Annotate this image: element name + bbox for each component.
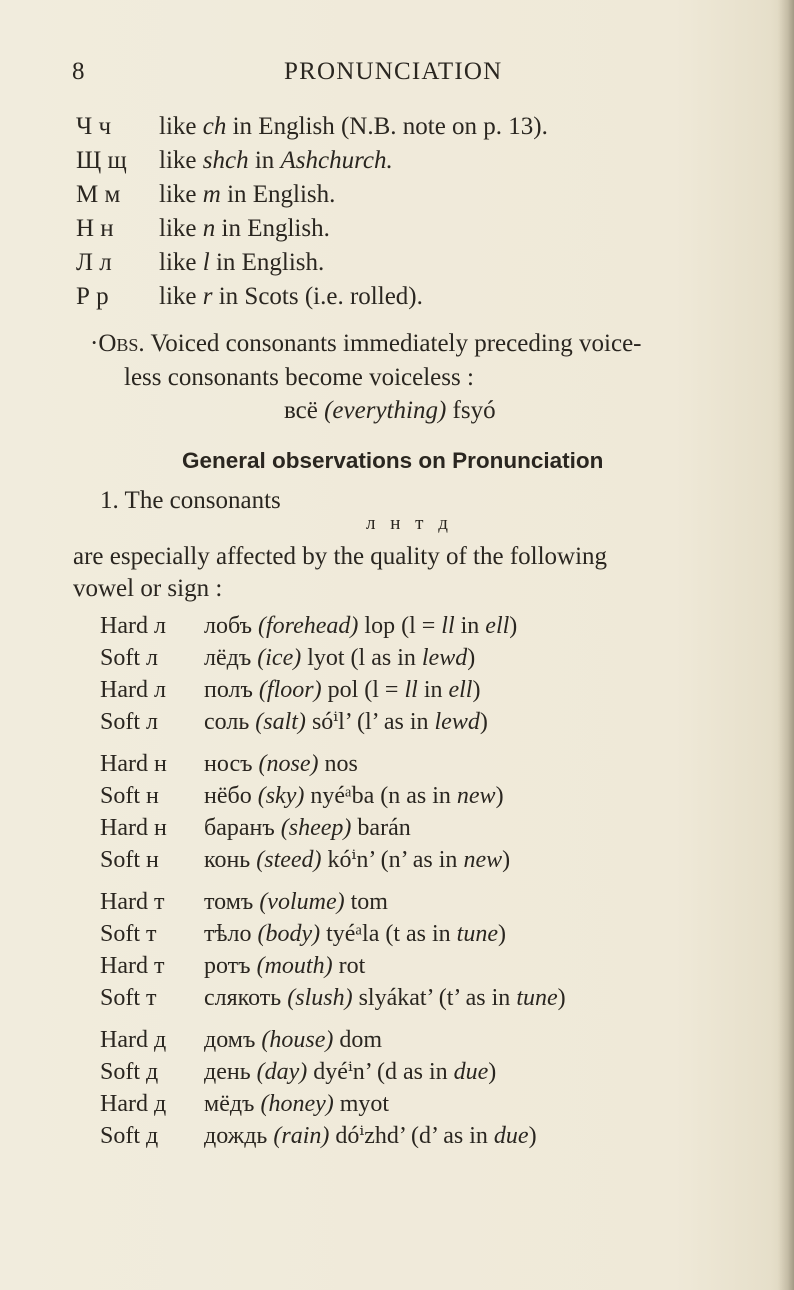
hard-soft-label: Soft н bbox=[100, 847, 159, 873]
example-text: дождь (rain) dóⁱzhd’ (d’ as in due) bbox=[204, 1123, 537, 1149]
letter-description: like shch in Ashchurch. bbox=[159, 147, 393, 174]
example-text: день (day) dyéⁱn’ (d as in due) bbox=[204, 1059, 497, 1085]
example-text: лёдъ (ice) lyot (l as in lewd) bbox=[204, 645, 476, 671]
hard-soft-label: Hard т bbox=[100, 889, 165, 915]
example-text: домъ (house) dom bbox=[204, 1027, 383, 1053]
hard-soft-label: Soft н bbox=[100, 783, 159, 809]
consonant-letters: л н т д bbox=[366, 513, 453, 534]
example-text: тѣло (body) tyéᵃla (t as in tune) bbox=[204, 921, 506, 947]
example-text: ротъ (mouth) rot bbox=[204, 953, 366, 979]
hard-soft-label: Hard т bbox=[100, 953, 165, 979]
hard-soft-label: Hard н bbox=[100, 751, 167, 777]
section-heading: General observations on Pronunciation bbox=[182, 448, 604, 473]
letter-description: like m in English. bbox=[159, 181, 336, 208]
example-text: баранъ (sheep) barán bbox=[204, 815, 411, 841]
cyrillic-letter: Р р bbox=[76, 283, 109, 310]
page-edge-shadow bbox=[778, 0, 794, 1290]
cyrillic-letter: Щ щ bbox=[76, 147, 127, 174]
page-number: 8 bbox=[72, 58, 85, 85]
letter-description: like ch in English (N.B. note on p. 13). bbox=[159, 113, 548, 140]
letter-description: like r in Scots (i.e. rolled). bbox=[159, 283, 423, 310]
point-1-line-2: are especially affected by the quality of the following bbox=[73, 543, 608, 570]
cyrillic-letter: Ч ч bbox=[76, 113, 112, 140]
letter-description: like l in English. bbox=[159, 249, 325, 276]
example-text: соль (salt) sóⁱl’ (l’ as in lewd) bbox=[204, 709, 488, 735]
hard-soft-label: Hard л bbox=[100, 677, 166, 703]
observation-line-1: ·Obs. Voiced consonants immediately preceding voice- bbox=[90, 330, 642, 357]
hard-soft-label: Soft д bbox=[100, 1059, 159, 1085]
example-text: мёдъ (honey) myot bbox=[204, 1091, 390, 1117]
hard-soft-label: Soft л bbox=[100, 645, 158, 671]
example-text: лобъ (forehead) lop (l = ll in ell) bbox=[204, 613, 518, 639]
example-text: полъ (floor) pol (l = ll in ell) bbox=[204, 677, 481, 703]
cyrillic-letter: Н н bbox=[76, 215, 114, 242]
point-1-intro: 1. The consonants bbox=[100, 487, 281, 514]
example-text: конь (steed) kóⁱn’ (n’ as in new) bbox=[204, 847, 511, 873]
example-text: носъ (nose) nos bbox=[204, 751, 358, 777]
observation-example: всё (everything) fsyó bbox=[284, 397, 496, 424]
hard-soft-label: Soft д bbox=[100, 1123, 159, 1149]
example-text: томъ (volume) tom bbox=[204, 889, 388, 915]
observation-label: Obs. bbox=[98, 330, 145, 357]
hard-soft-label: Soft т bbox=[100, 985, 157, 1011]
example-text: слякоть (slush) slyákat’ (t’ as in tune) bbox=[204, 985, 566, 1011]
cyrillic-letter: Л л bbox=[76, 249, 112, 276]
hard-soft-label: Soft л bbox=[100, 709, 158, 735]
cyrillic-letter: М м bbox=[76, 181, 121, 208]
letter-description: like n in English. bbox=[159, 215, 330, 242]
page-header bbox=[72, 58, 724, 92]
hard-soft-label: Hard д bbox=[100, 1091, 167, 1117]
point-1-line-3: vowel or sign : bbox=[73, 575, 223, 602]
observation-line-2: less consonants become voiceless : bbox=[124, 364, 474, 391]
hard-soft-label: Hard н bbox=[100, 815, 167, 841]
example-text: нёбо (sky) nyéᵃba (n as in new) bbox=[204, 783, 504, 809]
hard-soft-label: Soft т bbox=[100, 921, 157, 947]
running-title: PRONUNCIATION bbox=[284, 58, 503, 85]
hard-soft-label: Hard д bbox=[100, 1027, 167, 1053]
hard-soft-label: Hard л bbox=[100, 613, 166, 639]
